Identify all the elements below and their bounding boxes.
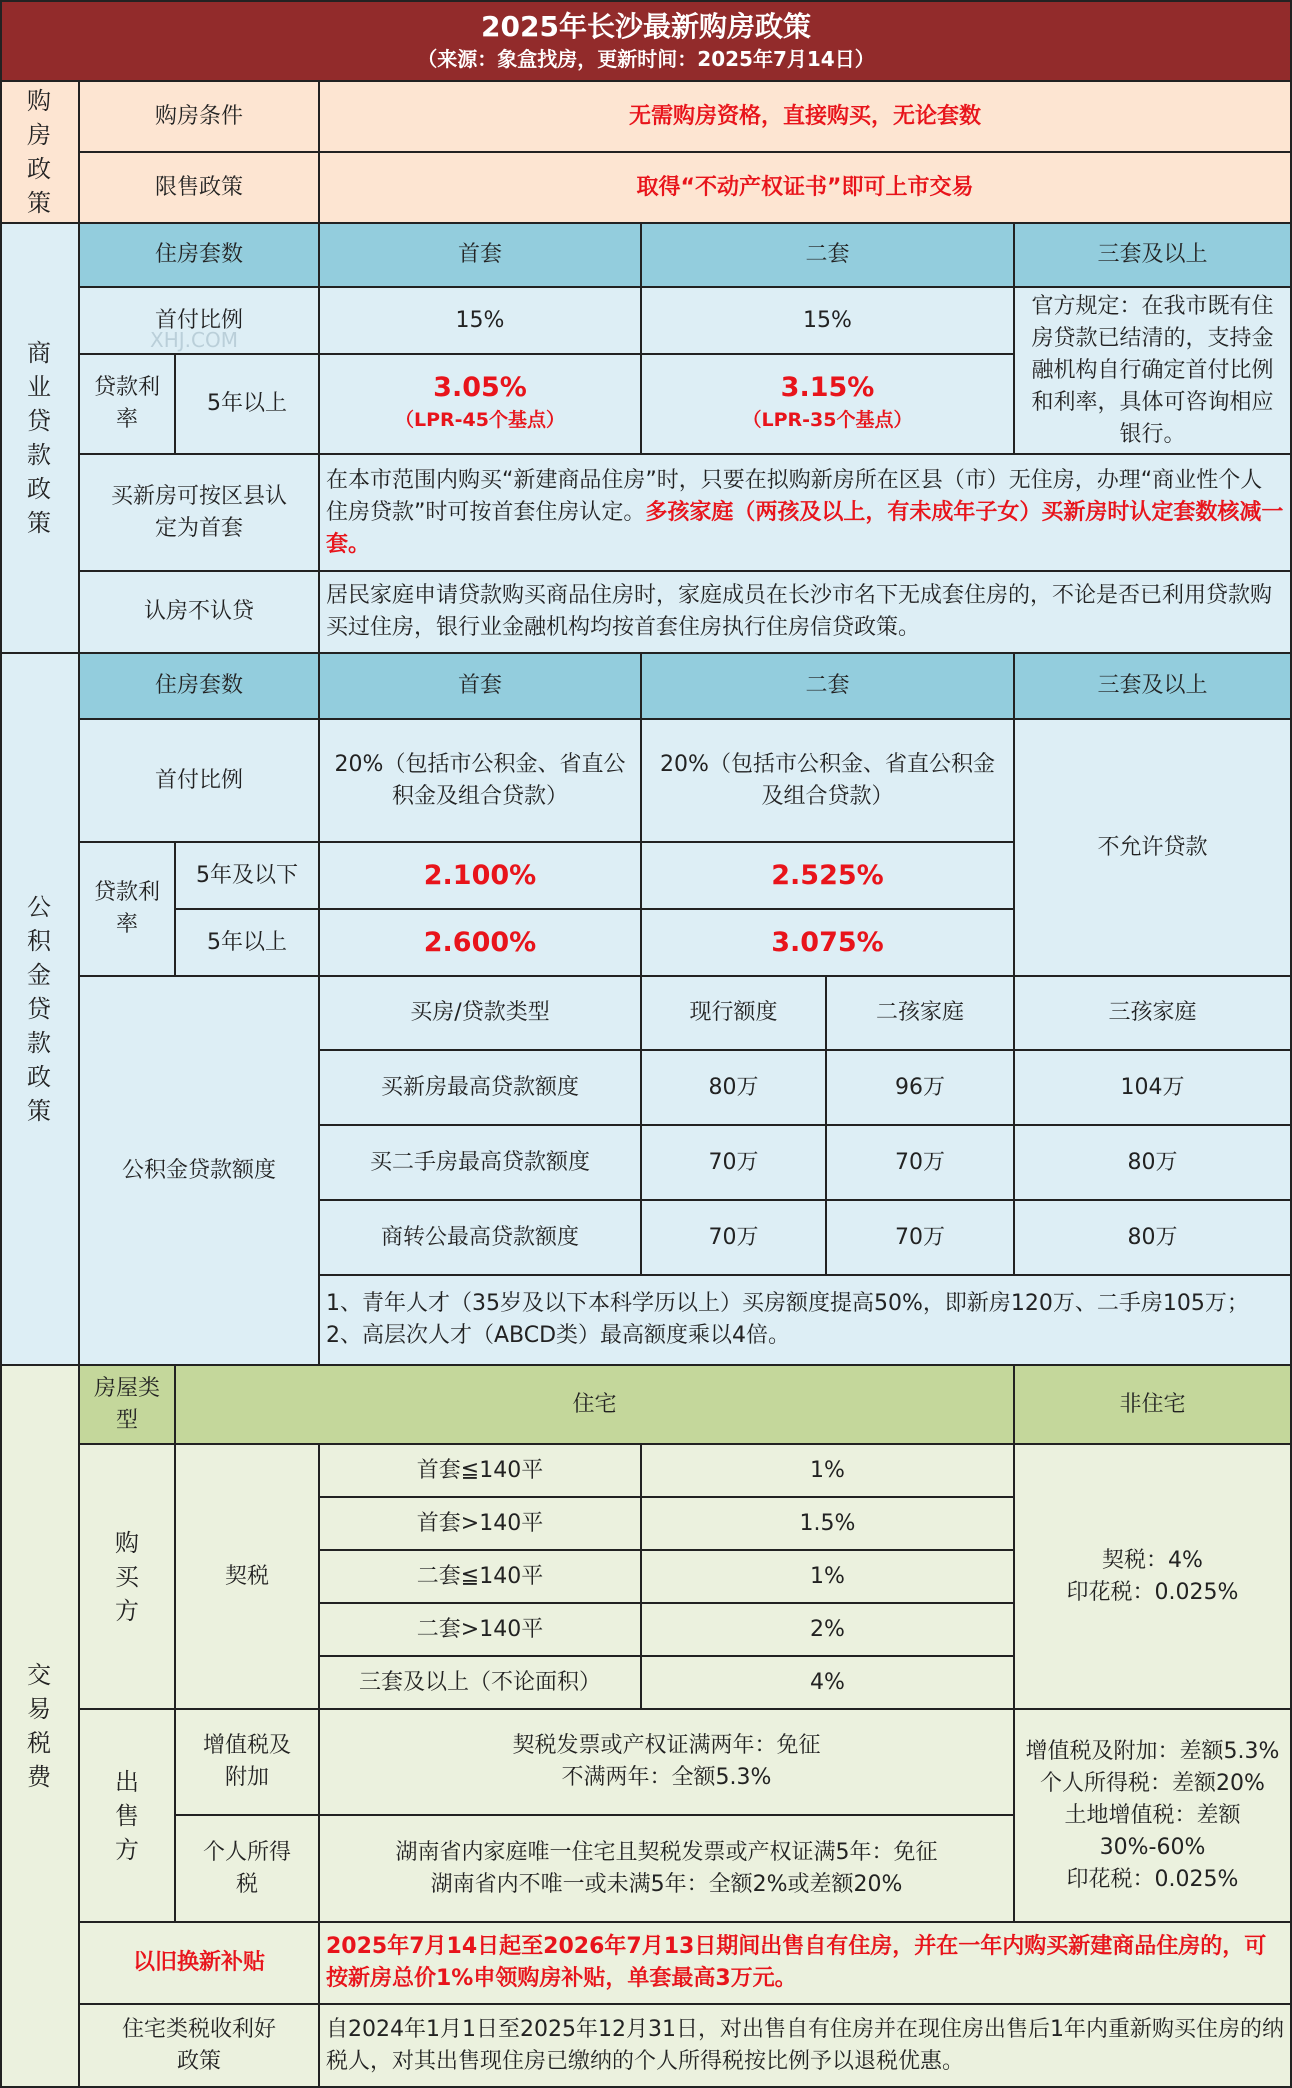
fund-header-count: 住房套数 <box>80 654 320 720</box>
talent-note-youth: 1、青年人才（35岁及以下本科学历以上）买房额度提高50%，即新房120万、二手房105万； <box>326 1291 1249 1316</box>
deed-row-third-rate: 4% <box>642 1657 1015 1710</box>
section-provident-fund <box>0 654 80 1366</box>
vertical-char: 策 <box>27 1097 51 1125</box>
commercial-rate-first-note: （LPR-45个基点） <box>395 409 565 431</box>
quota-header-type: 买房/贷款类型 <box>320 977 642 1051</box>
commercial-header-third: 三套及以上 <box>1015 224 1292 288</box>
seller-non-res-land: 土地增值税：差额30%-60% <box>1064 1802 1241 1860</box>
county-text-highlight: 多孩家庭（两孩及以上，有未成年子女）买新房时认定套数核减一套。 <box>326 499 1284 557</box>
fund-no-loan: 不允许贷款 <box>1015 720 1292 977</box>
tax-vat-value-full: 不满两年：全额5.3% <box>561 1765 772 1790</box>
recognize-house-text: 居民家庭申请贷款购买商品住房时，家庭成员在长沙市名下无成套住房的，不论是否已利用贷款购买过住房，银行业金融机构均按首套住房执行住房信贷政策。 <box>320 572 1292 654</box>
title-banner <box>0 0 1292 82</box>
commercial-rate-first: 3.05% <box>433 372 527 403</box>
commercial-rate-second-note: （LPR-35个基点） <box>742 409 913 431</box>
vertical-char: 易 <box>27 1695 51 1723</box>
quota-header-current: 现行额度 <box>642 977 827 1051</box>
vertical-char: 购 <box>27 87 51 115</box>
fund-down-second: 20%（包括市公积金、省直公积金及组合贷款） <box>642 720 1015 843</box>
commercial-rate-term: 5年以上 <box>176 355 320 455</box>
tax-income-value-exempt: 湖南省内家庭唯一住宅且契税发票或产权证满5年：免征 <box>395 1839 938 1865</box>
resale-policy-label: 限售政策 <box>80 153 320 224</box>
seller-non-res-income: 个人所得税：差额20% <box>1040 1770 1265 1796</box>
tax-refund-label: 住宅类税收利好政策 <box>80 2005 320 2088</box>
deed-row-second-small: 二套≦140平 <box>320 1551 642 1604</box>
quota-row-resale-type: 买二手房最高贷款额度 <box>320 1126 642 1201</box>
commercial-third-note: 官方规定：在我市既有住房贷款已结清的，支持金融机构自行确定首付比例和利率，具体可咨询相应银行。 <box>1015 288 1292 455</box>
recognize-house-label: 认房不认贷 <box>80 572 320 654</box>
tax-refund-text: 自2024年1月1日至2025年12月31日，对出售自有住房并在现住房出售后1年内重新购买住房的纳税人，对其出售现住房已缴纳的个人所得税按比例予以退税优惠。 <box>320 2005 1292 2088</box>
seller-non-res-vat: 增值税及附加：差额5.3% <box>1025 1738 1280 1764</box>
fund-header-third: 三套及以上 <box>1015 654 1292 720</box>
watermark: XHJ.COM <box>150 328 238 352</box>
vertical-char: 积 <box>27 927 51 955</box>
tax-non-residential-header: 非住宅 <box>1015 1366 1292 1445</box>
commercial-header-count: 住房套数 <box>80 224 320 288</box>
vertical-char: 购 <box>115 1528 139 1557</box>
deed-row-second-small-rate: 1% <box>642 1551 1015 1604</box>
vertical-char: 贷 <box>27 995 51 1023</box>
vertical-char: 费 <box>27 1763 51 1791</box>
tax-income-label: 个人所得税 <box>176 1816 320 1923</box>
county-first-home-text-cell <box>320 455 1292 572</box>
resale-policy-value: 取得“不动产权证书”即可上市交易 <box>320 153 1292 224</box>
commercial-rate-second-cell <box>642 355 1015 455</box>
vertical-char: 策 <box>27 509 51 537</box>
fund-header-first: 首套 <box>320 654 642 720</box>
tax-residential-header: 住宅 <box>176 1366 1015 1445</box>
buyer-non-res-cell <box>1015 1445 1292 1710</box>
vertical-char: 房 <box>27 121 51 149</box>
deed-row-first-large-rate: 1.5% <box>642 1498 1015 1551</box>
fund-rate-label: 贷款利率 <box>80 843 176 977</box>
commercial-rate-second: 3.15% <box>780 372 875 403</box>
quota-row-resale-three-child: 80万 <box>1015 1126 1292 1201</box>
commercial-rate-label: 贷款利率 <box>80 355 176 455</box>
county-first-home-text <box>326 465 1284 561</box>
vertical-char: 金 <box>27 961 51 989</box>
quota-header-three-child: 三孩家庭 <box>1015 977 1292 1051</box>
subsidy-text: 2025年7月14日起至2026年7月13日期间出售自有住房，并在一年内购买新建商品住房的，可按新房总价1%申领购房补贴，单套最高3万元。 <box>320 1923 1292 2005</box>
fund-rate-long-second: 3.075% <box>642 910 1015 977</box>
tax-seller-label <box>80 1710 176 1923</box>
fund-down-label: 首付比例 <box>80 720 320 843</box>
talent-note-high-level: 2、高层次人才（ABCD类）最高额度乘以4倍。 <box>326 1323 791 1348</box>
quota-row-convert-three-child: 80万 <box>1015 1201 1292 1276</box>
fund-rate-short-first: 2.100% <box>320 843 642 910</box>
quota-row-new-current: 80万 <box>642 1051 827 1126</box>
tax-vat-value-exempt: 契税发票或产权证满两年：免征 <box>512 1733 821 1758</box>
buyer-non-res-stamp: 印花税：0.025% <box>1066 1579 1239 1605</box>
tax-vat-value-cell <box>320 1710 1015 1816</box>
fund-quota-label: 公积金贷款额度 <box>80 977 320 1366</box>
deed-row-first-small: 首套≦140平 <box>320 1445 642 1498</box>
quota-row-convert-current: 70万 <box>642 1201 827 1276</box>
vertical-char: 买 <box>115 1562 139 1591</box>
commercial-down-first: 15% <box>320 288 642 355</box>
deed-row-third: 三套及以上（不论面积） <box>320 1657 642 1710</box>
vertical-char: 款 <box>27 441 51 469</box>
vertical-char: 业 <box>27 373 51 401</box>
quota-row-resale-current: 70万 <box>642 1126 827 1201</box>
fund-rate-long-term: 5年以上 <box>176 910 320 977</box>
deed-row-second-large: 二套>140平 <box>320 1604 642 1657</box>
quota-row-new-three-child: 104万 <box>1015 1051 1292 1126</box>
vertical-char: 出 <box>115 1767 139 1796</box>
deed-row-first-large: 首套>140平 <box>320 1498 642 1551</box>
tax-vat-label: 增值税及附加 <box>176 1710 320 1816</box>
vertical-char: 政 <box>27 155 51 183</box>
seller-non-res-cell <box>1015 1710 1292 1923</box>
fund-down-first: 20%（包括市公积金、省直公积金及组合贷款） <box>320 720 642 843</box>
quota-row-convert-two-child: 70万 <box>827 1201 1015 1276</box>
vertical-char: 策 <box>27 189 51 217</box>
deed-row-first-small-rate: 1% <box>642 1445 1015 1498</box>
buyer-non-res-deed: 契税：4% <box>1102 1547 1203 1573</box>
quota-header-two-child: 二孩家庭 <box>827 977 1015 1051</box>
quota-row-new-two-child: 96万 <box>827 1051 1015 1126</box>
vertical-char: 交 <box>27 1661 51 1689</box>
section-transaction-tax <box>0 1366 80 2088</box>
fund-header-second: 二套 <box>642 654 1015 720</box>
commercial-rate-first-cell <box>320 355 642 455</box>
vertical-char: 商 <box>27 339 51 367</box>
purchase-condition-value: 无需购房资格，直接购买，无论套数 <box>320 82 1292 153</box>
county-text-normal: 在本市范围内购买“新建商品住房”时，只要在拟购新房所在区县（市）无住房，办理“商业性个人住房贷款”时可按首套住房认定。 <box>326 467 1263 525</box>
vertical-char: 政 <box>27 1063 51 1091</box>
vertical-char: 款 <box>27 1029 51 1057</box>
quota-row-resale-two-child: 70万 <box>827 1126 1015 1201</box>
section-purchase-policy <box>0 82 80 224</box>
fund-rate-short-second: 2.525% <box>642 843 1015 910</box>
fund-rate-short-term: 5年及以下 <box>176 843 320 910</box>
commercial-header-first: 首套 <box>320 224 642 288</box>
county-first-home-label: 买新房可按区县认定为首套 <box>80 455 320 572</box>
tax-buyer-label <box>80 1445 176 1710</box>
vertical-char: 方 <box>115 1596 139 1625</box>
deed-row-second-large-rate: 2% <box>642 1604 1015 1657</box>
tax-income-value-rate: 湖南省内不唯一或未满5年：全额2%或差额20% <box>430 1871 903 1897</box>
tax-type-label: 房屋类型 <box>80 1366 176 1445</box>
fund-rate-long-first: 2.600% <box>320 910 642 977</box>
commercial-down-label: 首付比例 <box>80 288 320 355</box>
vertical-char: 方 <box>115 1835 139 1864</box>
commercial-down-second: 15% <box>642 288 1015 355</box>
commercial-header-second: 二套 <box>642 224 1015 288</box>
seller-non-res-stamp: 印花税：0.025% <box>1066 1866 1239 1892</box>
tax-deed-label: 契税 <box>176 1445 320 1710</box>
vertical-char: 贷 <box>27 407 51 435</box>
vertical-char: 售 <box>115 1801 139 1830</box>
vertical-char: 政 <box>27 475 51 503</box>
purchase-condition-label: 购房条件 <box>80 82 320 153</box>
subsidy-label: 以旧换新补贴 <box>80 1923 320 2005</box>
vertical-char: 公 <box>27 893 51 921</box>
page-title: 2025年长沙最新购房政策 <box>481 10 811 43</box>
vertical-char: 税 <box>27 1729 51 1757</box>
tax-income-value-cell <box>320 1816 1015 1923</box>
quota-row-new-type: 买新房最高贷款额度 <box>320 1051 642 1126</box>
talent-note-cell <box>320 1276 1292 1366</box>
section-commercial-loan <box>0 224 80 654</box>
page-subtitle: （来源：象盒找房，更新时间：2025年7月14日） <box>417 47 875 71</box>
quota-row-convert-type: 商转公最高贷款额度 <box>320 1201 642 1276</box>
